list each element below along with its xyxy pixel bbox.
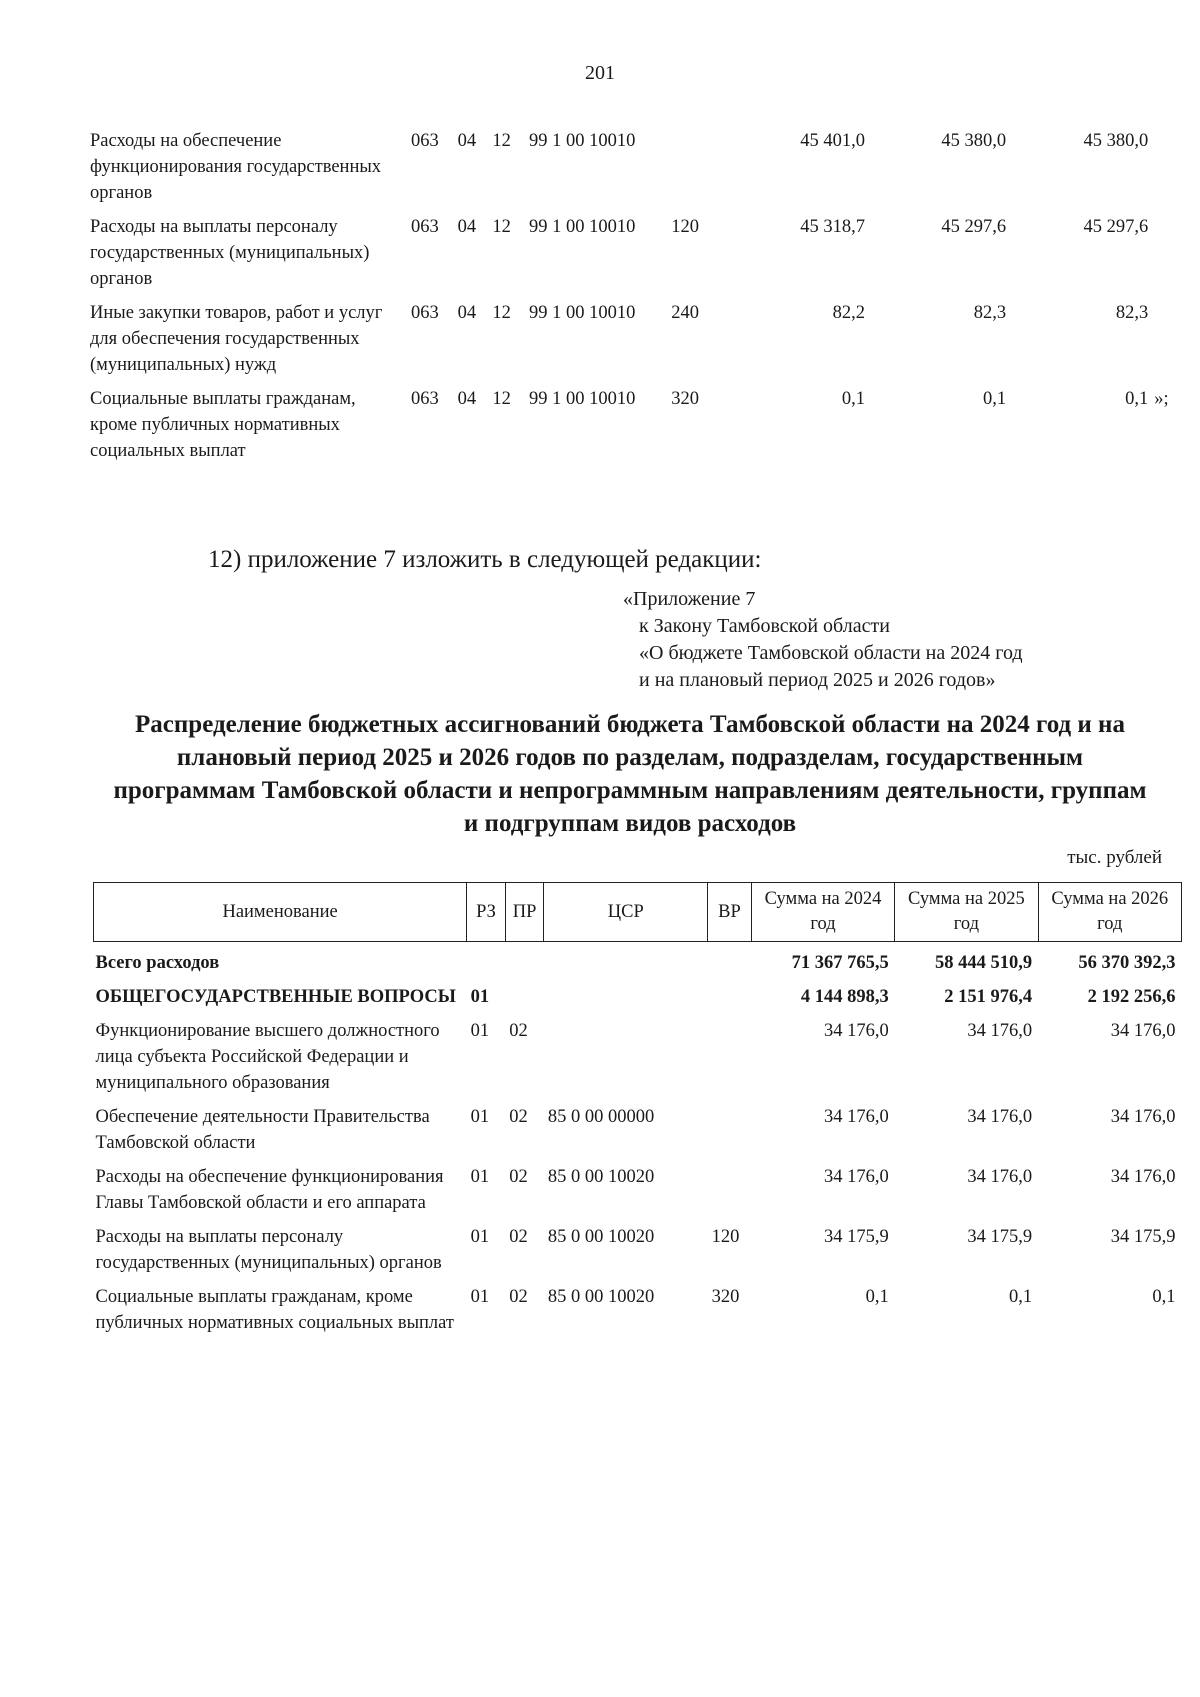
table-row [90,214,1190,300]
row-name: Функционирование высшего должностного лица субъекта Российской Федерации и муниципального образования [95,1021,440,1093]
row-rz: 04 [457,303,477,323]
row-pr: 02 [509,1107,528,1127]
row-sum-2025: 34 176,0 [967,1167,1033,1187]
row-closing-quote: »; [1154,389,1169,409]
row-sum-2026: 45 297,6 [1083,217,1149,237]
row-vr: 120 [671,217,699,237]
row-sum-2024: 0,1 [841,389,865,409]
table-row [94,1224,1182,1284]
appendix-line-4: и на плановый период 2025 и 2026 годов» [639,669,996,691]
header-csr: ЦСР [544,883,708,942]
row-closing-quote [1148,214,1190,300]
appendix-line-1: «Приложение 7 [623,588,756,610]
header-rz: РЗ [467,883,506,942]
row-name: Расходы на выплаты персоналу государственных (муниципальных) органов [95,1227,442,1273]
row-vr [708,1104,752,1164]
row-gr: 063 [411,303,439,323]
row-sum-2026: 82,3 [1115,303,1149,323]
row-vr [708,942,752,985]
row-pr [505,984,544,1018]
row-rz: 01 [470,987,490,1007]
table-header-row [94,883,1182,942]
amendment-text: 12) приложение 7 изложить в следующей редакции: [208,546,762,573]
row-sum-2025: 34 176,0 [967,1107,1033,1127]
table-row [94,942,1182,985]
page-number: 201 [585,62,615,84]
appendix-header [623,586,1023,694]
row-sum-2026: 2 192 256,6 [1087,987,1176,1007]
table-row [90,386,1190,472]
row-sum-2025: 0,1 [983,389,1007,409]
row-sum-2025: 0,1 [1008,1287,1033,1307]
header-name: Наименование [94,883,467,942]
row-sum-2024: 82,2 [832,303,865,323]
row-rz: 01 [470,1167,490,1187]
row-name: Расходы на обеспечение функционирования Главы Тамбовской области и его аппарата [95,1167,444,1213]
row-sum-2026: 34 176,0 [1110,1107,1176,1127]
continuation-table [90,128,1190,472]
row-vr: 120 [711,1227,740,1247]
row-pr: 12 [492,131,511,151]
row-name: Социальные выплаты гражданам, кроме публичных нормативных социальных выплат [90,389,356,461]
row-pr: 02 [509,1227,528,1247]
row-rz: 01 [470,1021,490,1041]
table-row [94,1164,1182,1224]
row-sum-2024: 4 144 898,3 [800,987,889,1007]
appendix-line-3: «О бюджете Тамбовской области на 2024 год [639,642,1023,664]
row-vr [708,984,752,1018]
row-pr [505,942,544,985]
table-row [94,1104,1182,1164]
document-title: Распределение бюджетных ассигнований бюджета Тамбовской области на 2024 год и на плановый период 2025 и 2026 годов по разделам, подразделам, государственным программам Тамбовской области и непрограммным направлениям деятельности, группам и подгруппам видов расходов [113,711,1147,837]
budget-table [93,882,1182,1344]
row-sum-2025: 2 151 976,4 [944,987,1033,1007]
row-name: Расходы на обеспечение функционирования государственных органов [90,131,382,203]
row-sum-2024: 71 367 765,5 [791,953,889,973]
row-csr: 85 0 00 10020 [547,1227,655,1247]
row-sum-2026: 34 176,0 [1110,1167,1176,1187]
row-pr: 12 [492,303,511,323]
units-label: тыс. рублей [1067,847,1162,868]
row-sum-2025: 45 380,0 [941,131,1007,151]
row-csr: 85 0 00 10020 [547,1287,655,1307]
appendix-line-2: к Закону Тамбовской области [639,615,890,637]
row-vr: 320 [671,389,699,409]
row-csr: 99 1 00 10010 [529,389,636,409]
row-name: Иные закупки товаров, работ и услуг для обеспечения государственных (муниципальных) нужд [90,303,383,375]
row-sum-2025: 45 297,6 [941,217,1007,237]
row-sum-2026: 0,1 [1125,389,1149,409]
row-vr [708,1018,752,1104]
row-gr: 063 [411,131,439,151]
row-sum-2024: 34 176,0 [823,1021,889,1041]
row-sum-2026: 0,1 [1152,1287,1176,1307]
row-rz [467,942,506,985]
row-sum-2025: 58 444 510,9 [934,953,1033,973]
row-closing-quote [1148,300,1190,386]
row-csr: 85 0 00 10020 [547,1167,655,1187]
row-csr [544,942,708,985]
table-row [94,1284,1182,1344]
table-row [90,128,1190,214]
row-csr: 99 1 00 10010 [529,303,636,323]
row-sum-2024: 45 318,7 [800,217,865,237]
row-vr: 240 [671,303,699,323]
row-sum-2024: 0,1 [865,1287,889,1307]
row-rz: 01 [470,1287,490,1307]
table-row [94,984,1182,1018]
row-vr [671,128,730,214]
row-sum-2024: 45 401,0 [800,131,865,151]
header-vr: ВР [708,883,752,942]
table-row [90,300,1190,386]
row-sum-2026: 34 176,0 [1110,1021,1176,1041]
row-sum-2026: 34 175,9 [1110,1227,1176,1247]
row-pr: 02 [509,1287,528,1307]
row-vr: 320 [711,1287,740,1307]
row-csr [544,1018,708,1104]
row-pr: 02 [509,1021,528,1041]
row-gr: 063 [411,217,439,237]
row-rz: 04 [457,131,477,151]
header-2024: Сумма на 2024 год [751,883,894,942]
row-sum-2025: 34 175,9 [967,1227,1033,1247]
row-name: Обеспечение деятельности Правительства Тамбовской области [95,1107,430,1153]
row-sum-2025: 34 176,0 [967,1021,1033,1041]
row-pr: 02 [509,1167,528,1187]
row-pr: 12 [492,217,511,237]
row-name: Расходы на выплаты персоналу государственных (муниципальных) органов [90,217,370,289]
row-name: Социальные выплаты гражданам, кроме публичных нормативных социальных выплат [95,1287,454,1333]
row-sum-2024: 34 176,0 [823,1167,889,1187]
row-sum-2024: 34 176,0 [823,1107,889,1127]
row-rz: 01 [470,1227,490,1247]
row-sum-2026: 45 380,0 [1083,131,1149,151]
row-sum-2025: 82,3 [973,303,1007,323]
header-2026: Сумма на 2026 год [1038,883,1181,942]
row-closing-quote [1148,128,1190,214]
row-csr [544,984,708,1018]
row-rz: 04 [457,389,477,409]
row-vr [708,1164,752,1224]
row-sum-2026: 56 370 392,3 [1078,953,1176,973]
table-row [94,1018,1182,1104]
row-name: Всего расходов [95,953,220,973]
row-sum-2024: 34 175,9 [823,1227,889,1247]
row-rz: 01 [470,1107,490,1127]
row-csr: 99 1 00 10010 [529,217,636,237]
header-pr: ПР [505,883,544,942]
row-gr: 063 [411,389,439,409]
row-name: ОБЩЕГОСУДАРСТВЕННЫЕ ВОПРОСЫ [95,987,456,1007]
row-csr: 85 0 00 00000 [547,1107,655,1127]
header-2025: Сумма на 2025 год [895,883,1038,942]
row-rz: 04 [457,217,477,237]
row-pr: 12 [492,389,511,409]
row-csr: 99 1 00 10010 [529,131,636,151]
